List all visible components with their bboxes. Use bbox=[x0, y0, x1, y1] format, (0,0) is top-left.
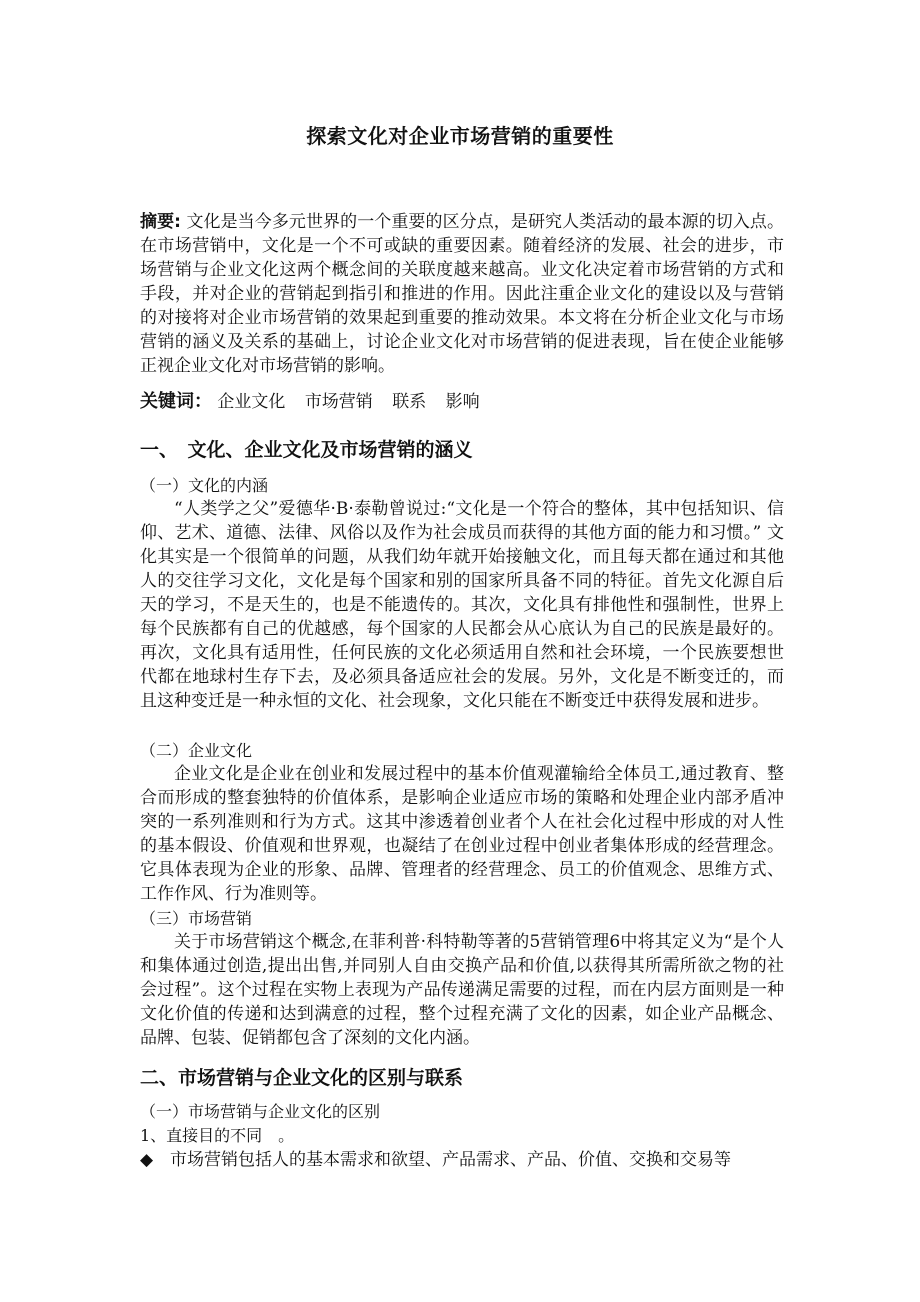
keywords-line bbox=[140, 390, 784, 414]
abstract bbox=[140, 210, 784, 378]
bullet-text: 市场营销包括人的基本需求和欲望、产品需求、产品、价值、交换和交易等 bbox=[170, 1150, 731, 1170]
subsection-2-1-title: （一）市场营销与企业文化的区别 bbox=[140, 1102, 381, 1121]
keyword: 市场营销 bbox=[304, 392, 373, 412]
section-1-heading: 一、 文化、企业文化及市场营销的涵义 bbox=[140, 439, 473, 461]
abstract-text: 文化是当今多元世界的一个重要的区分点，是研究人类活动的最本源的切入点。在市场营销中，文化是一个不可或缺的重要因素。随着经济的发展、社会的进步，市场营销与企业文化这两个概念间的关联度越来越高。业文化决定着市场营销的方式和手段，并对企业的营销起到指引和推进的作用。因此注重企业文化的建设以及与营销的对接将对企业市场营销的效果起到重要的推动效果。本文将在分析企业文化与市场营销的涵义及关系的基础上，讨论企业文化对市场营销的促进表现，旨在使企业能够正视企业文化对市场营销的影响。 bbox=[140, 212, 784, 376]
keyword: 企业文化 bbox=[217, 392, 286, 412]
bullet-item bbox=[140, 1148, 800, 1172]
subsection-1-1-title: （一）文化的内涵 bbox=[140, 476, 269, 495]
section-2-heading: 二、市场营销与企业文化的区别与联系 bbox=[140, 1067, 464, 1089]
list-item-1: 1、直接目的不同 。 bbox=[140, 1126, 295, 1145]
subsection-1-1-text: “人类学之父”爱德华·B·泰勒曾说过:“文化是一个符合的整体，其中包括知识、信仰、艺术、道德、法律、风俗以及作为社会成员而获得的其他方面的能力和习惯。” 文化其实是一个很简单的问题，从我们幼年就开始接触文化，而且每天都在通过和其他人的交往学习文化，文化是每个国家和别的国家所具备不同的特征。首先文化源自后天的学习，不是天生的，也是不能遗传的。其次，文化具有排他性和强制性，世界上每个民族都有自己的优越感，每个国家的人民都会从心底认为自己的民族是最好的。再次，文化具有适用性，任何民族的文化必须适用自然和社会环境，一个民族要想世代都在地球村生存下去，及必须具备适应社会的发展。另外，文化是不断变迁的，而且这种变迁是一种永恒的文化、社会现象，文化只能在不断变迁中获得发展和进步。 bbox=[140, 499, 784, 711]
keyword: 联系 bbox=[392, 392, 427, 412]
keywords-label: 关键词： bbox=[140, 391, 212, 412]
abstract-label: 摘要: bbox=[140, 212, 181, 232]
keyword: 影响 bbox=[445, 392, 480, 412]
document-title: 探索文化对企业市场营销的重要性 bbox=[306, 124, 614, 148]
subsection-1-3-title: （三）市场营销 bbox=[140, 909, 253, 928]
subsection-1-2-title: （二）企业文化 bbox=[140, 741, 253, 760]
subsection-1-2-text: 企业文化是企业在创业和发展过程中的基本价值观灌输给全体员工,通过教育、整合而形成的整套独特的价值体系，是影响企业适应市场的策略和处理企业内部矛盾冲突的一系列准则和行为方式。这其中渗透着创业者个人在社会化过程中形成的对人性的基本假设、价值观和世界观，也凝结了在创业过程中创业者集体形成的经营理念。它具体表现为企业的形象、品牌、管理者的经营理念、员工的价值观念、思维方式、工作作风、行为准则等。 bbox=[140, 764, 784, 904]
diamond-bullet-icon: ◆ bbox=[140, 1150, 154, 1170]
subsection-1-3-text: 关于市场营销这个概念,在菲利普·科特勒等著的5营销管理6中将其定义为“是个人和集体通过创造,提出出售,并同别人自由交换产品和价值,以获得其所需所欲之物的社会过程”。这个过程在实物上表现为产品传递满足需要的过程，而在内层方面则是一种文化价值的传递和达到满意的过程，整个过程充满了文化的因素，如企业产品概念、品牌、包装、促销都包含了深刻的文化内涵。 bbox=[140, 932, 784, 1048]
